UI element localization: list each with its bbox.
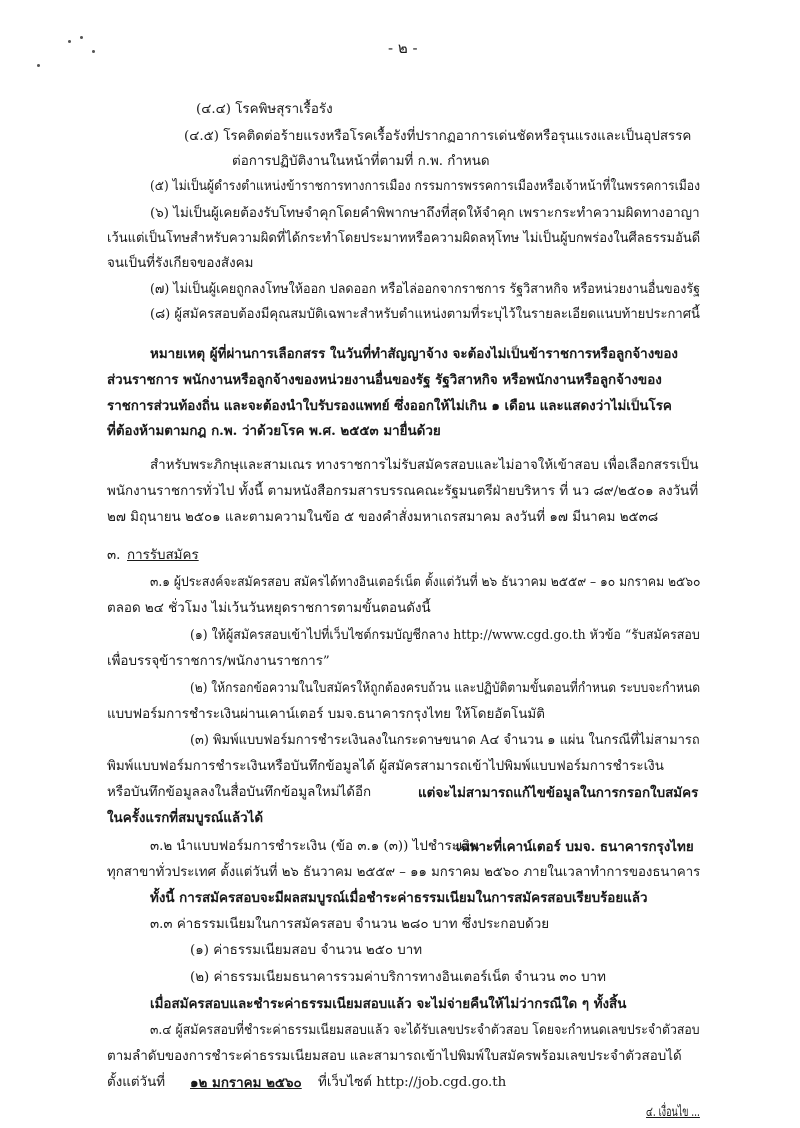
remark-line: ที่ต้องห้ามตามกฎ ก.พ. ว่าด้วยโรค พ.ศ. ๒๕๕๓ มายื่นด้วย <box>107 423 441 439</box>
text-line: (๒) ค่าธรรมเนียมธนาคารรวมค่าบริการทางอินเตอร์เน็ต จำนวน ๓๐ บาท <box>190 970 606 985</box>
text-line: ตลอด ๒๔ ชั่วโมง ไม่เว้นวันหยุดราชการตามขั้นตอนดังนี้ <box>107 601 431 616</box>
bold-text: ในครั้งแรกที่สมบูรณ์แล้วได้ <box>107 810 264 826</box>
text-line: (๔.๔) โรคพิษสุราเรื้อรัง <box>196 102 333 117</box>
text-line: ๓.๒ นำแบบฟอร์มการชำระเงิน (ข้อ ๓.๑ (๓)) ไปชำระเงิน <box>150 839 480 854</box>
text-line: ทุกสาขาทั่วประเทศ ตั้งแต่วันที่ ๒๖ ธันวาคม ๒๕๕๙ – ๑๑ มกราคม ๒๕๖๐ ภายในเวลาทำการของธนาคาร <box>107 865 701 880</box>
page-number: - ๒ - <box>388 39 418 57</box>
section-heading: การรับสมัคร <box>127 548 199 563</box>
remark-line: หมายเหตุ ผู้ที่ผ่านการเลือกสรร ในวันที่ทำสัญญาจ้าง จะต้องไม่เป็นข้าราชการหรือลูกจ้างของ <box>150 346 678 362</box>
remark-line: ส่วนราชการ พนักงานหรือลูกจ้างของหน่วยงานอื่นของรัฐ รัฐวิสาหกิจ หรือพนักงานหรือลูกจ้างของ <box>107 372 662 388</box>
text-line: เว้นแต่เป็นโทษสำหรับความผิดที่ได้กระทำโดยประมาทหรือความผิดลหุโทษ ไม่เป็นผู้บกพร่องในศีลธรรมอันดี <box>107 231 701 246</box>
text-line: (๘) ผู้สมัครสอบต้องมีคุณสมบัติเฉพาะสำหรับตำแหน่งตามที่ระบุไว้ในรายละเอียดแนบท้ายประกาศนี้ <box>150 307 700 322</box>
text-line: จนเป็นที่รังเกียจของสังคม <box>107 256 254 271</box>
scan-speck <box>68 40 71 43</box>
bold-text: แต่จะไม่สามารถแก้ไขข้อมูลในการกรอกใบสมัคร <box>418 785 699 801</box>
section-number: ๓. <box>107 548 121 563</box>
text-line: พนักงานราชการทั่วไป ทั้งนี้ ตามหนังสือกรมสารบรรณคณะรัฐมนตรีฝ่ายบริหาร ที่ นว ๘๙/๒๕๐๑ ลงวันที่ <box>107 484 699 499</box>
scan-speck <box>92 50 95 53</box>
text-line: เพื่อบรรจุข้าราชการ/พนักงานราชการ” <box>107 654 330 669</box>
text-line: (๔.๕) โรคติดต่อร้ายแรงหรือโรคเรื้อรังที่ปรากฏอาการเด่นชัดหรือรุนแรงและเป็นอุปสรรค <box>184 129 692 144</box>
date-highlight: ๑๒ มกราคม ๒๕๖๐ <box>190 1075 302 1091</box>
website-text: ที่เว็บไซต์ http://job.cgd.go.th <box>318 1075 507 1090</box>
text-line: (๖) ไม่เป็นผู้เคยต้องรับโทษจำคุกโดยคำพิพากษาถึงที่สุดให้จำคุก เพราะกระทำความผิดทางอาญา <box>150 206 700 221</box>
text-line: (๗) ไม่เป็นผู้เคยถูกลงโทษให้ออก ปลดออก หรือไล่ออกจากราชการ รัฐวิสาหกิจ หรือหน่วยงานอื่นของรัฐ <box>150 282 701 297</box>
text-line: ต่อการปฏิบัติงานในหน้าที่ตามที่ ก.พ. กำหนด <box>232 154 490 169</box>
scan-speck <box>37 64 40 67</box>
scan-speck <box>80 36 83 39</box>
text-line: ๓.๑ ผู้ประสงค์จะสมัครสอบ สมัครได้ทางอินเตอร์เน็ต ตั้งแต่วันที่ ๒๖ ธันวาคม ๒๕๕๙ – ๑๐ มกราคม ๒๕๖๐ <box>150 575 701 590</box>
text-line: (๒) ให้กรอกข้อความในใบสมัครให้ถูกต้องครบถ้วน และปฏิบัติตามขั้นตอนที่กำหนด ระบบจะกำหนด <box>190 681 701 696</box>
text-line: พิมพ์แบบฟอร์มการชำระเงินหรือบันทึกข้อมูลได้ ผู้สมัครสามารถเข้าไปพิมพ์แบบฟอร์มการชำระเงิน <box>107 759 664 774</box>
text-line: แบบฟอร์มการชำระเงินผ่านเคาน์เตอร์ บมจ.ธนาคารกรุงไทย ให้โดยอัตโนมัติ <box>107 707 545 722</box>
text-line: (๓) พิมพ์แบบฟอร์มการชำระเงินลงในกระดาษขนาด A๔ จำนวน ๑ แผ่น ในกรณีที่ไม่สามารถ <box>190 733 700 748</box>
text-line: ตั้งแต่วันที่ <box>107 1075 166 1090</box>
bold-text: ทั้งนี้ การสมัครสอบจะมีผลสมบูรณ์เมื่อชำระค่าธรรมเนียมในการสมัครสอบเรียบร้อยแล้ว <box>150 890 648 906</box>
text-line: ตามลำดับของการชำระค่าธรรมเนียมสอบ และสามารถเข้าไปพิมพ์ใบสมัครพร้อมเลขประจำตัวสอบได้ <box>107 1049 682 1064</box>
text-line: ๓.๔ ผู้สมัครสอบที่ชำระค่าธรรมเนียมสอบแล้ว จะได้รับเลขประจำตัวสอบ โดยจะกำหนดเลขประจำตัวสอบ <box>150 1023 700 1038</box>
text-line: ๒๗ มิถุนายน ๒๕๐๑ และตามความในข้อ ๕ ของคำสั่งมหาเถรสมาคม ลงวันที่ ๑๗ มีนาคม ๒๕๓๘ <box>107 510 659 525</box>
text-line: ๓.๓ ค่าธรรมเนียมในการสมัครสอบ จำนวน ๒๘๐ บาท ซึ่งประกอบด้วย <box>150 917 550 932</box>
text-line: (๕) ไม่เป็นผู้ดำรงตำแหน่งข้าราชการทางการเมือง กรรมการพรรคการเมืองหรือเจ้าหน้าที่ในพรรคการเมือง <box>150 179 701 194</box>
text-line: หรือบันทึกข้อมูลลงในสื่อบันทึกข้อมูลใหม่ได้อีก <box>107 785 372 800</box>
continuation-note: ๔. เงื่อนไข ... <box>646 1105 700 1120</box>
text-line: (๑) ให้ผู้สมัครสอบเข้าไปที่เว็บไซต์กรมบัญชีกลาง http://www.cgd.go.th หัวข้อ “รับสมัครสอบ <box>190 628 700 643</box>
bold-text: เฉพาะที่เคาน์เตอร์ บมจ. ธนาคารกรุงไทย <box>456 839 694 855</box>
text-line: สำหรับพระภิกษุและสามเณร ทางราชการไม่รับสมัครสอบและไม่อาจให้เข้าสอบ เพื่อเลือกสรรเป็น <box>150 458 699 473</box>
text-line: (๑) ค่าธรรมเนียมสอบ จำนวน ๒๕๐ บาท <box>190 943 423 958</box>
bold-text: เมื่อสมัครสอบและชำระค่าธรรมเนียมสอบแล้ว จะไม่จ่ายคืนให้ไม่ว่ากรณีใด ๆ ทั้งสิ้น <box>150 996 627 1012</box>
remark-line: ราชการส่วนท้องถิ่น และจะต้องนำใบรับรองแพทย์ ซึ่งออกให้ไม่เกิน ๑ เดือน และแสดงว่าไม่เป็นโรค <box>107 398 672 414</box>
